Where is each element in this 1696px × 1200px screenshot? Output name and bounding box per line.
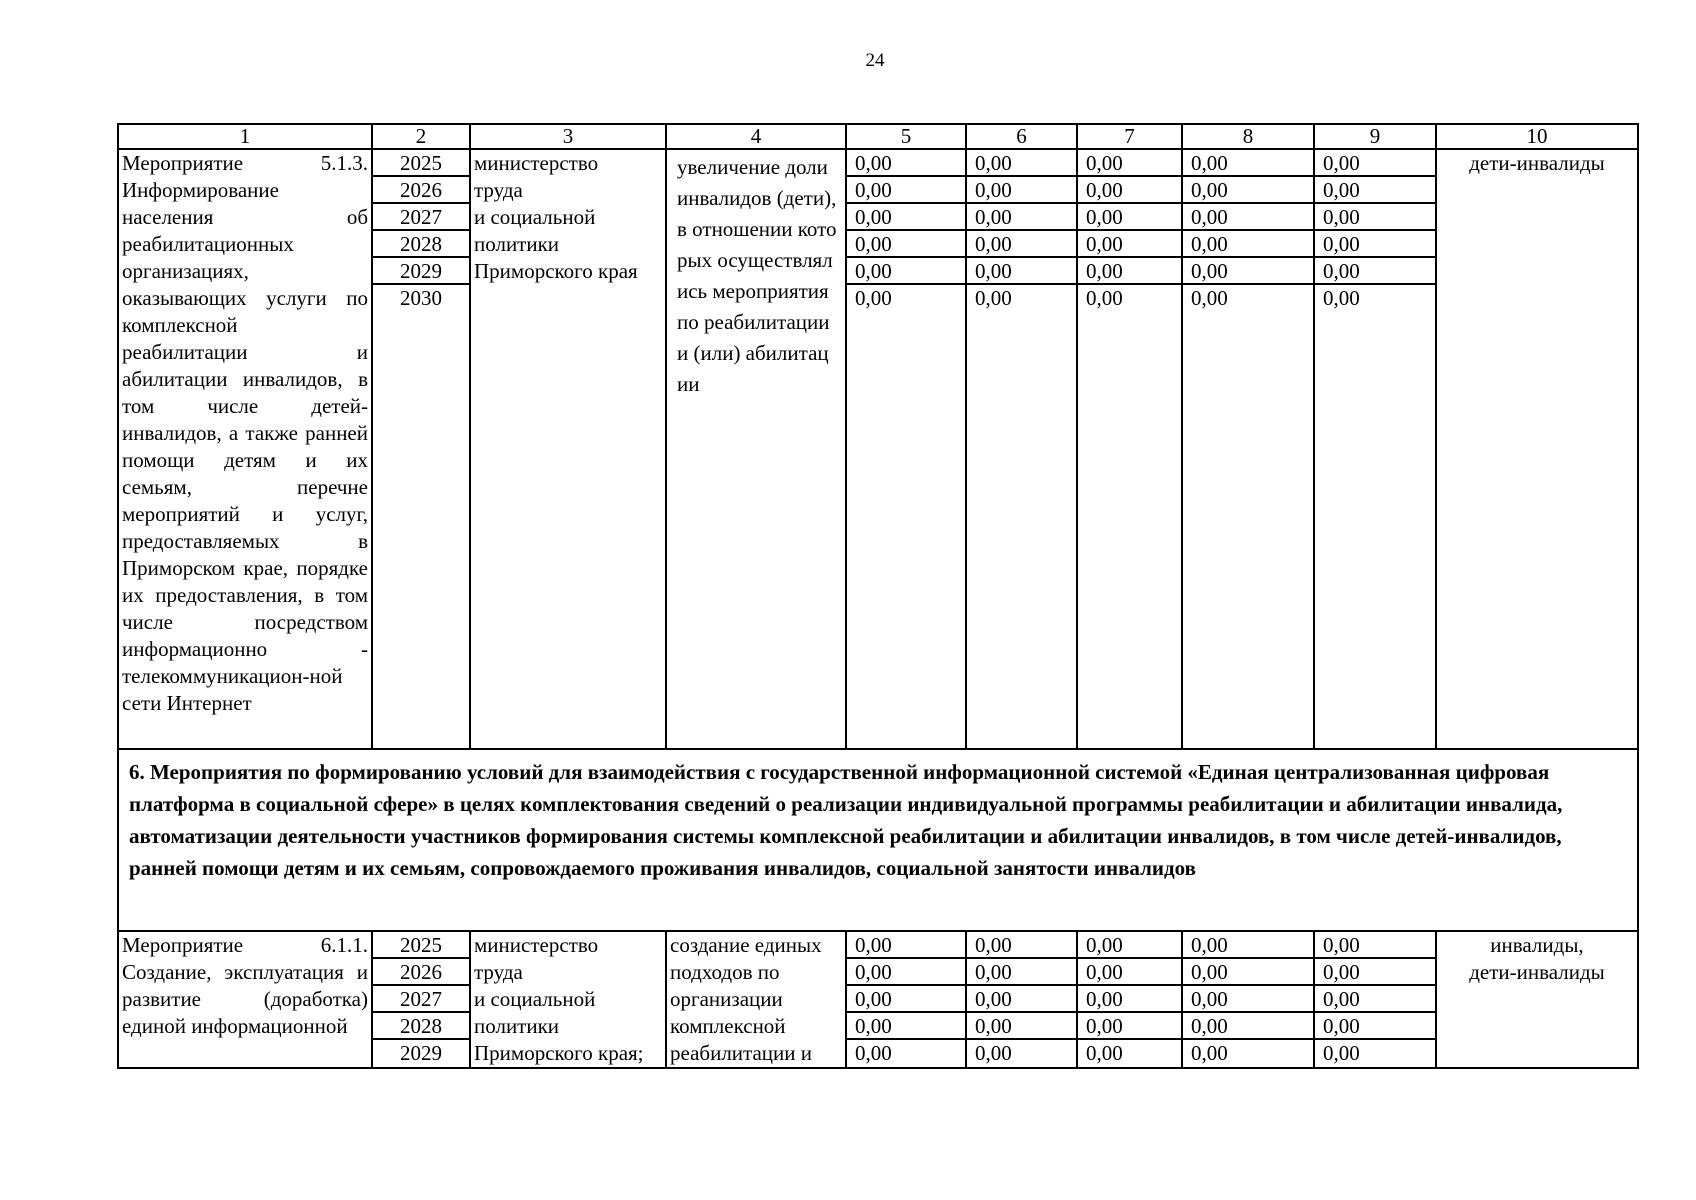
year-cell: 2026	[373, 177, 469, 204]
value-cell: 0,00	[967, 959, 1076, 986]
value-cell: 0,00	[1315, 150, 1435, 177]
value-cell: 0,00	[1183, 932, 1313, 959]
activity-6-1-1-years	[372, 931, 470, 1068]
activity-6-1-1-executor	[470, 931, 666, 1068]
value-cell: 0,00	[975, 1041, 1012, 1065]
value-cell: 0,00	[1315, 231, 1435, 258]
year-cell: 2025	[373, 150, 469, 177]
column-number: 9	[1314, 124, 1436, 149]
year-cell: 2029	[373, 258, 469, 285]
executor-line: министерство	[474, 151, 599, 175]
value-cell: 0,00	[1191, 1041, 1228, 1065]
activity-5-1-3-indicator: увеличение доли инвалидов (дети), в отношении которых осуществлялись мероприятия по реабилитации и (или) абилитации	[666, 149, 846, 749]
value-cell: 0,00	[1086, 1041, 1123, 1065]
value-cell: 0,00	[1315, 959, 1435, 986]
value-cell: 0,00	[1078, 258, 1181, 285]
indicator-line: реабилитации и	[670, 1041, 812, 1065]
indicator-line: создание единых	[670, 933, 822, 957]
year-cell: 2026	[373, 959, 469, 986]
value-cell: 0,00	[855, 286, 892, 310]
column-7-values	[1077, 149, 1182, 749]
value-cell: 0,00	[1078, 177, 1181, 204]
value-cell: 0,00	[1078, 932, 1181, 959]
executor-line: Приморского края;	[474, 1041, 644, 1065]
executor-line: министерство	[474, 933, 599, 957]
value-cell: 0,00	[1183, 1013, 1313, 1040]
target-group-line: дети-инвалиды	[1469, 960, 1605, 984]
executor-line: и социальной	[474, 987, 596, 1011]
value-cell: 0,00	[847, 204, 965, 231]
value-cell: 0,00	[1315, 1013, 1435, 1040]
executor-line: политики	[474, 232, 560, 256]
indicator-line: комплексной	[670, 1014, 786, 1038]
activity-5-1-3-row	[118, 149, 1638, 749]
activity-5-1-3-years	[372, 149, 470, 749]
activity-5-1-3-executor	[470, 149, 666, 749]
executor-line: Приморского края	[474, 259, 638, 283]
value-cell: 0,00	[847, 150, 965, 177]
executor-line: труда	[474, 960, 523, 984]
year-cell: 2027	[373, 204, 469, 231]
value-cell: 0,00	[967, 177, 1076, 204]
value-cell: 0,00	[1315, 986, 1435, 1013]
column-number-row	[118, 124, 1638, 149]
year-cell: 2030	[400, 286, 442, 310]
value-cell: 0,00	[1078, 986, 1181, 1013]
column-8-values	[1182, 149, 1314, 749]
column-6-values	[966, 149, 1077, 749]
target-group-line: инвалиды,	[1490, 933, 1584, 957]
value-cell: 0,00	[975, 286, 1012, 310]
value-cell: 0,00	[847, 959, 965, 986]
value-cell: 0,00	[1323, 286, 1360, 310]
value-cell: 0,00	[1315, 932, 1435, 959]
activity-6-1-1-row	[118, 931, 1638, 1068]
value-cell: 0,00	[1315, 204, 1435, 231]
value-cell: 0,00	[1323, 1041, 1360, 1065]
column-number: 2	[372, 124, 470, 149]
column-number: 10	[1436, 124, 1638, 149]
value-cell: 0,00	[1315, 177, 1435, 204]
section-6-heading: 6. Мероприятия по формированию условий для взаимодействия с государственной информационной системой «Единая централизованная цифровая платформа в социальной сфере» в целях комплектования сведений о реализации индивидуальной программы реабилитации и абилитации инвалида, автоматизации деятельности участников формирования системы комплексной реабилитации и абилитации инвалидов, в том числе детей-инвалидов, ранней помощи детям и их семьям, сопровождаемого проживания инвалидов, социальной занятости инвалидов	[118, 749, 1638, 931]
value-cell: 0,00	[1183, 231, 1313, 258]
indicator-line: организации	[670, 987, 783, 1011]
value-cell: 0,00	[967, 986, 1076, 1013]
value-cell: 0,00	[847, 177, 965, 204]
column-9-values	[1314, 931, 1436, 1068]
value-cell: 0,00	[967, 258, 1076, 285]
column-number: 3	[470, 124, 666, 149]
column-number: 8	[1182, 124, 1314, 149]
value-cell: 0,00	[967, 231, 1076, 258]
value-cell: 0,00	[1183, 204, 1313, 231]
column-7-values	[1077, 931, 1182, 1068]
value-cell: 0,00	[1183, 258, 1313, 285]
value-cell: 0,00	[1078, 231, 1181, 258]
activity-6-1-1-name: Мероприятие 6.1.1. Создание, эксплуатация и развитие (доработка) единой информационной	[118, 931, 372, 1068]
value-cell: 0,00	[1183, 177, 1313, 204]
value-cell: 0,00	[967, 204, 1076, 231]
value-cell: 0,00	[1315, 258, 1435, 285]
executor-line: труда	[474, 178, 523, 202]
executor-line: политики	[474, 1014, 560, 1038]
page-number: 24	[865, 50, 885, 71]
value-cell: 0,00	[1086, 286, 1123, 310]
value-cell: 0,00	[1183, 959, 1313, 986]
year-cell: 2029	[400, 1041, 442, 1065]
value-cell: 0,00	[847, 258, 965, 285]
column-8-values	[1182, 931, 1314, 1068]
activity-5-1-3-target-group: дети-инвалиды	[1436, 149, 1638, 749]
program-table-sheet	[117, 123, 1637, 1069]
activity-5-1-3-name: Мероприятие 5.1.3. Информирование населения об реабилитационных организациях, оказывающих услуги по комплексной реабилитации и абилитации инвалидов, в том числе детей-инвалидов, а также ранней помощи детям и их семьям, перечне мероприятий и услуг, предоставляемых в Приморском крае, порядке их предоставления, в том числе посредством информационно - телекоммуникацион-ной сети Интернет	[118, 149, 372, 749]
activity-6-1-1-target-group	[1436, 931, 1638, 1068]
column-9-values	[1314, 149, 1436, 749]
value-cell: 0,00	[847, 986, 965, 1013]
value-cell: 0,00	[1078, 150, 1181, 177]
value-cell: 0,00	[967, 932, 1076, 959]
value-cell: 0,00	[1078, 204, 1181, 231]
activities-table	[117, 123, 1639, 1069]
section-6-row	[118, 749, 1638, 931]
year-cell: 2027	[373, 986, 469, 1013]
value-cell: 0,00	[847, 231, 965, 258]
year-cell: 2028	[373, 1013, 469, 1040]
value-cell: 0,00	[1183, 986, 1313, 1013]
value-cell: 0,00	[1191, 286, 1228, 310]
value-cell: 0,00	[855, 1041, 892, 1065]
value-cell: 0,00	[967, 150, 1076, 177]
column-number: 1	[118, 124, 372, 149]
column-5-values	[846, 149, 966, 749]
activity-6-1-1-indicator	[666, 931, 846, 1068]
value-cell: 0,00	[847, 1013, 965, 1040]
column-number: 4	[666, 124, 846, 149]
column-6-values	[966, 931, 1077, 1068]
indicator-line: подходов по	[670, 960, 780, 984]
value-cell: 0,00	[1078, 959, 1181, 986]
value-cell: 0,00	[1078, 1013, 1181, 1040]
value-cell: 0,00	[1183, 150, 1313, 177]
column-number: 6	[966, 124, 1077, 149]
executor-line: и социальной	[474, 205, 596, 229]
value-cell: 0,00	[967, 1013, 1076, 1040]
year-cell: 2025	[373, 932, 469, 959]
column-number: 5	[846, 124, 966, 149]
column-5-values	[846, 931, 966, 1068]
value-cell: 0,00	[847, 932, 965, 959]
column-number: 7	[1077, 124, 1182, 149]
year-cell: 2028	[373, 231, 469, 258]
